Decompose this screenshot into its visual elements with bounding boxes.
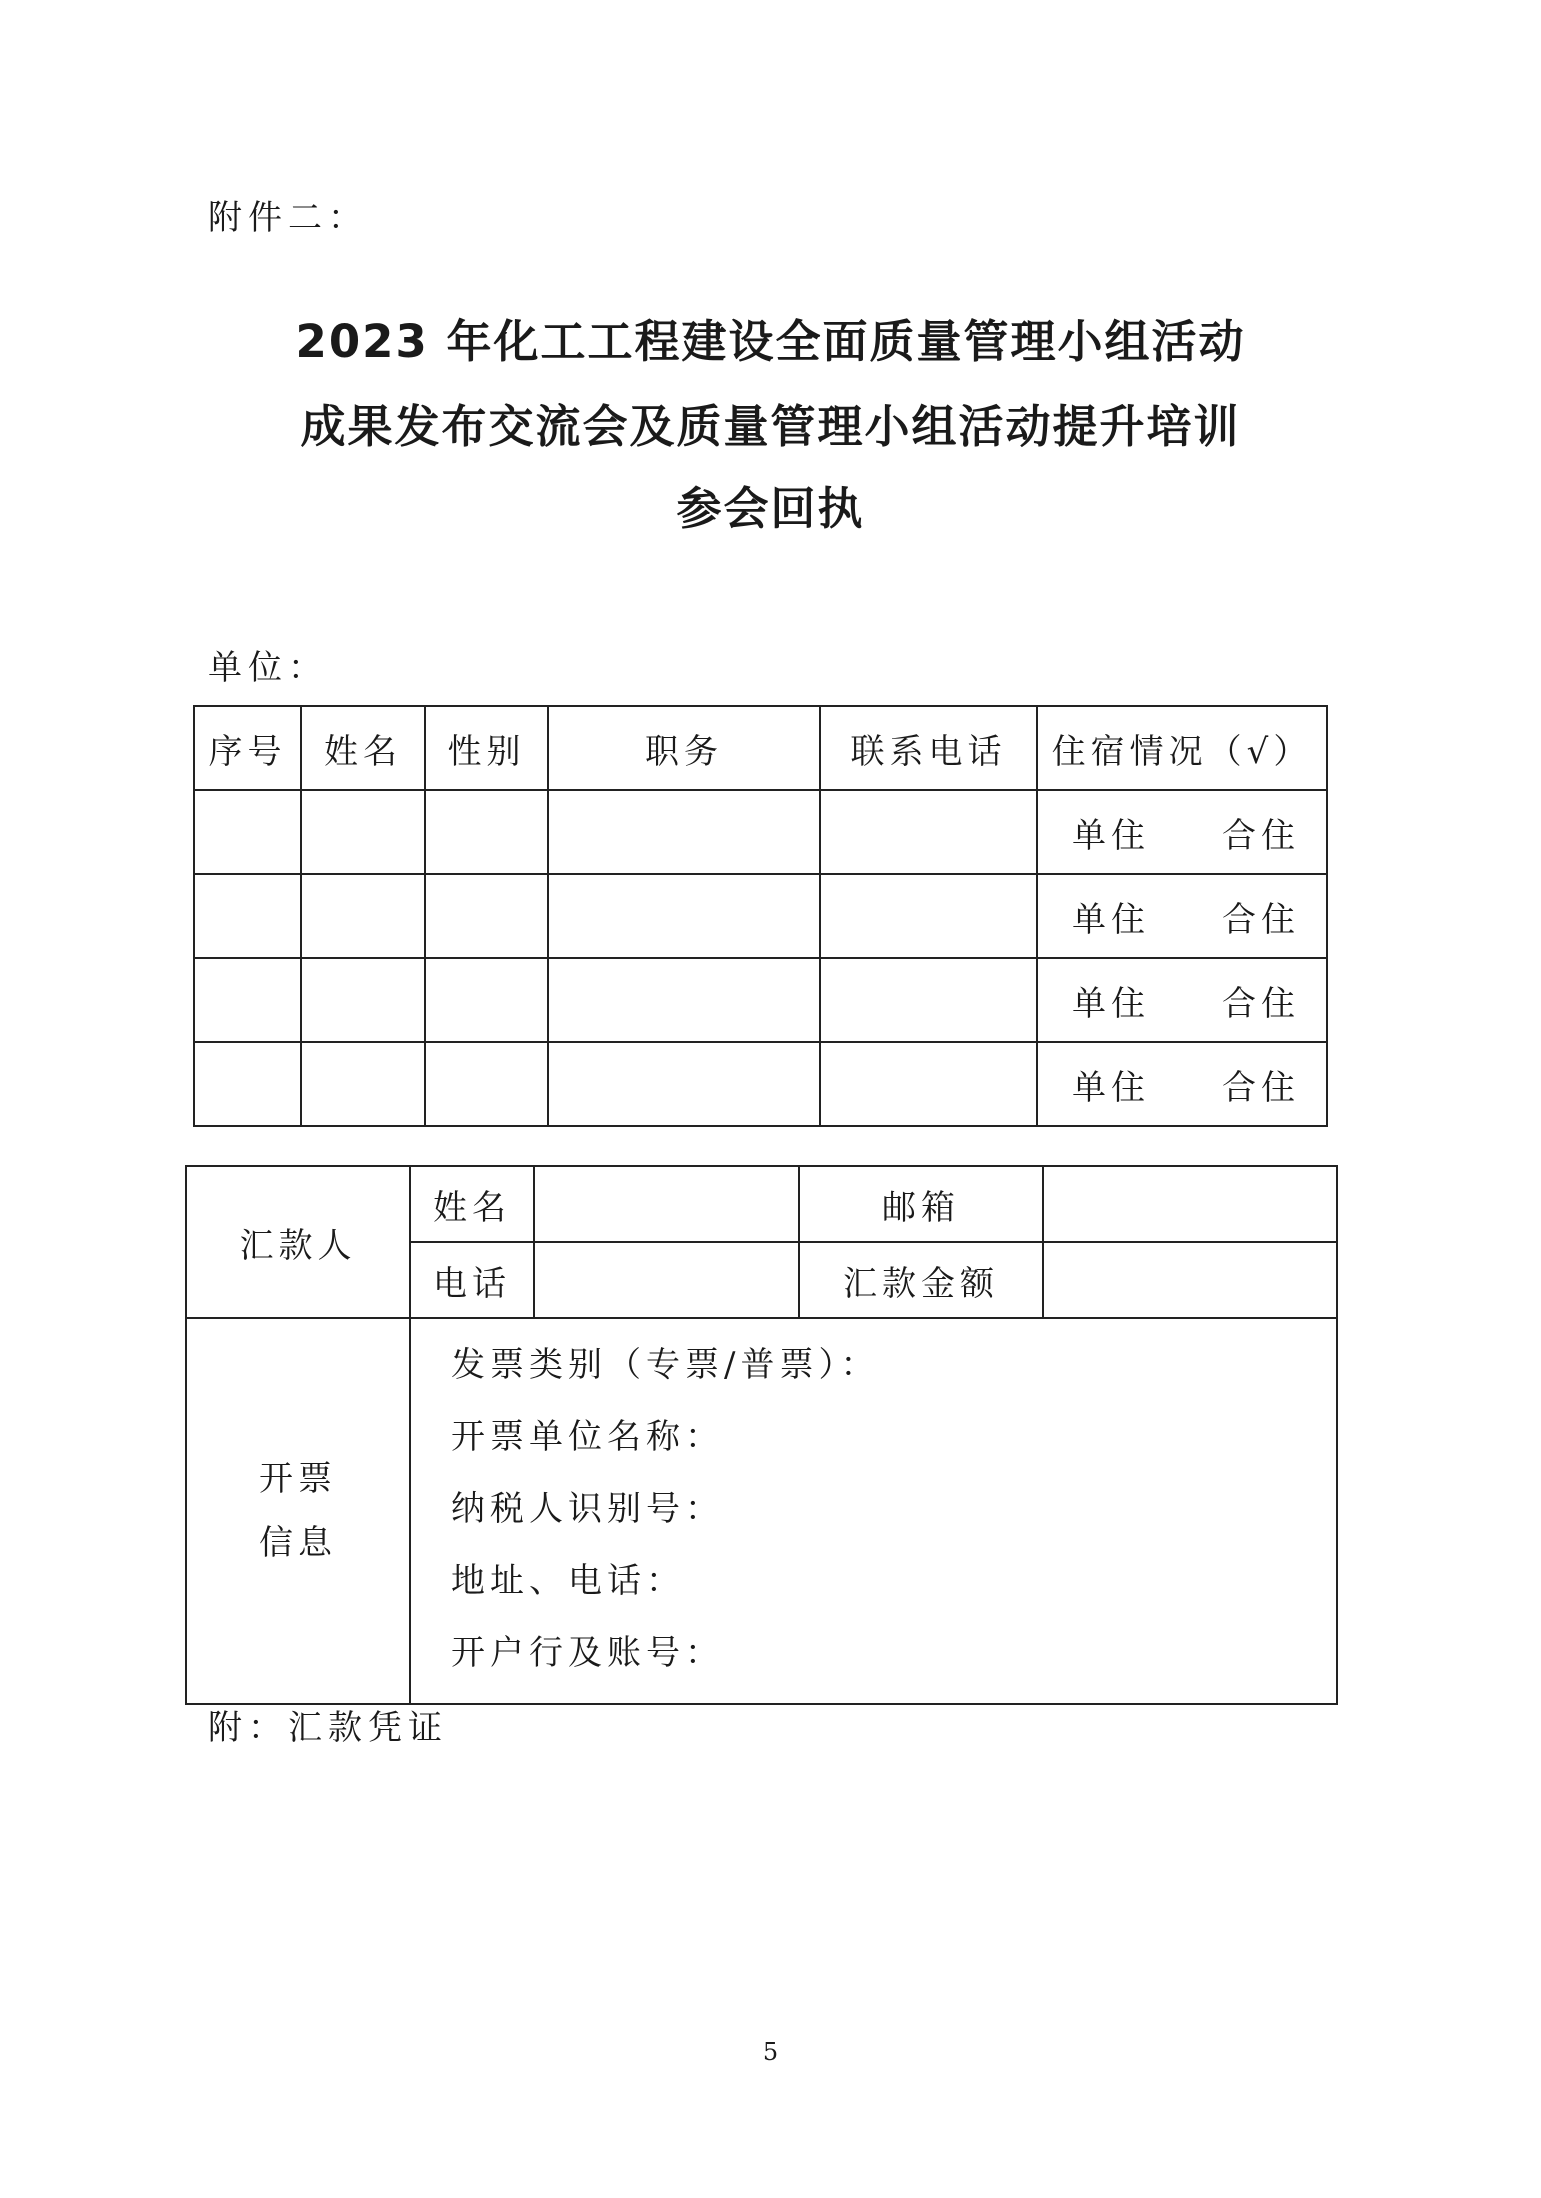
payer-label: 汇款人 — [186, 1166, 410, 1318]
name-cell[interactable] — [301, 1042, 425, 1126]
amount-label: 汇款金额 — [799, 1242, 1043, 1318]
table-row — [194, 790, 1327, 874]
position-cell[interactable] — [548, 1042, 820, 1126]
attachment-label: 附件二： — [208, 198, 368, 238]
payment-info-table — [185, 1165, 1338, 1705]
position-cell[interactable] — [548, 958, 820, 1042]
header-name: 姓名 — [301, 706, 425, 790]
serial-number-cell[interactable] — [194, 790, 301, 874]
gender-cell[interactable] — [425, 790, 548, 874]
position-cell[interactable] — [548, 874, 820, 958]
position-cell[interactable] — [548, 790, 820, 874]
gender-cell[interactable] — [425, 874, 548, 958]
lodging-single-option[interactable]: 单住 — [1072, 815, 1150, 856]
table-row — [194, 958, 1327, 1042]
lodging-shared-option[interactable]: 合住 — [1222, 1067, 1300, 1108]
phone-cell[interactable] — [820, 874, 1037, 958]
header-lodging: 住宿情况（√） — [1037, 706, 1327, 790]
phone-cell[interactable] — [820, 1042, 1037, 1126]
payer-name-label: 姓名 — [410, 1166, 534, 1242]
lodging-shared-option[interactable]: 合住 — [1222, 899, 1300, 940]
lodging-cell — [1037, 874, 1327, 958]
payer-phone-field[interactable] — [534, 1242, 799, 1318]
invoice-label-line-1: 开票 — [259, 1459, 337, 1499]
invoice-label-cell — [186, 1318, 410, 1704]
email-field[interactable] — [1043, 1166, 1337, 1242]
lodging-cell — [1037, 1042, 1327, 1126]
footer-note: 附：汇款凭证 — [208, 1708, 448, 1748]
serial-number-cell[interactable] — [194, 874, 301, 958]
attendee-roster-table — [193, 705, 1328, 1127]
name-cell[interactable] — [301, 874, 425, 958]
invoice-type-field[interactable]: 发票类别（专票/普票）： — [451, 1345, 880, 1385]
header-position: 职务 — [548, 706, 820, 790]
lodging-cell — [1037, 958, 1327, 1042]
unit-label: 单位： — [208, 648, 328, 688]
invoice-company-field[interactable]: 开票单位名称： — [451, 1417, 724, 1457]
address-phone-field[interactable]: 地址、电话： — [451, 1561, 685, 1601]
table-row — [194, 874, 1327, 958]
payer-name-field[interactable] — [534, 1166, 799, 1242]
lodging-cell — [1037, 790, 1327, 874]
name-cell[interactable] — [301, 790, 425, 874]
serial-number-cell[interactable] — [194, 1042, 301, 1126]
taxpayer-id-field[interactable]: 纳税人识别号： — [451, 1489, 724, 1529]
lodging-shared-option[interactable]: 合住 — [1222, 815, 1300, 856]
invoice-fields-cell[interactable] — [410, 1318, 1337, 1704]
lodging-single-option[interactable]: 单住 — [1072, 983, 1150, 1024]
payer-phone-label: 电话 — [410, 1242, 534, 1318]
header-serial-number: 序号 — [194, 706, 301, 790]
amount-field[interactable] — [1043, 1242, 1337, 1318]
gender-cell[interactable] — [425, 958, 548, 1042]
phone-cell[interactable] — [820, 790, 1037, 874]
document-title-line-1: 2023 年化工工程建设全面质量管理小组活动 — [295, 315, 1246, 368]
bank-account-field[interactable]: 开户行及账号： — [451, 1633, 724, 1673]
document-title-line-3: 参会回执 — [676, 482, 865, 535]
name-cell[interactable] — [301, 958, 425, 1042]
lodging-single-option[interactable]: 单住 — [1072, 899, 1150, 940]
lodging-single-option[interactable]: 单住 — [1072, 1067, 1150, 1108]
table-row — [194, 1042, 1327, 1126]
page-number: 5 — [762, 2038, 779, 2066]
email-label: 邮箱 — [799, 1166, 1043, 1242]
header-contact-phone: 联系电话 — [820, 706, 1037, 790]
roster-header-row — [194, 706, 1327, 790]
document-title-line-2: 成果发布交流会及质量管理小组活动提升培训 — [300, 400, 1241, 453]
gender-cell[interactable] — [425, 1042, 548, 1126]
serial-number-cell[interactable] — [194, 958, 301, 1042]
lodging-shared-option[interactable]: 合住 — [1222, 983, 1300, 1024]
phone-cell[interactable] — [820, 958, 1037, 1042]
invoice-label-line-2: 信息 — [259, 1523, 337, 1563]
header-gender: 性别 — [425, 706, 548, 790]
